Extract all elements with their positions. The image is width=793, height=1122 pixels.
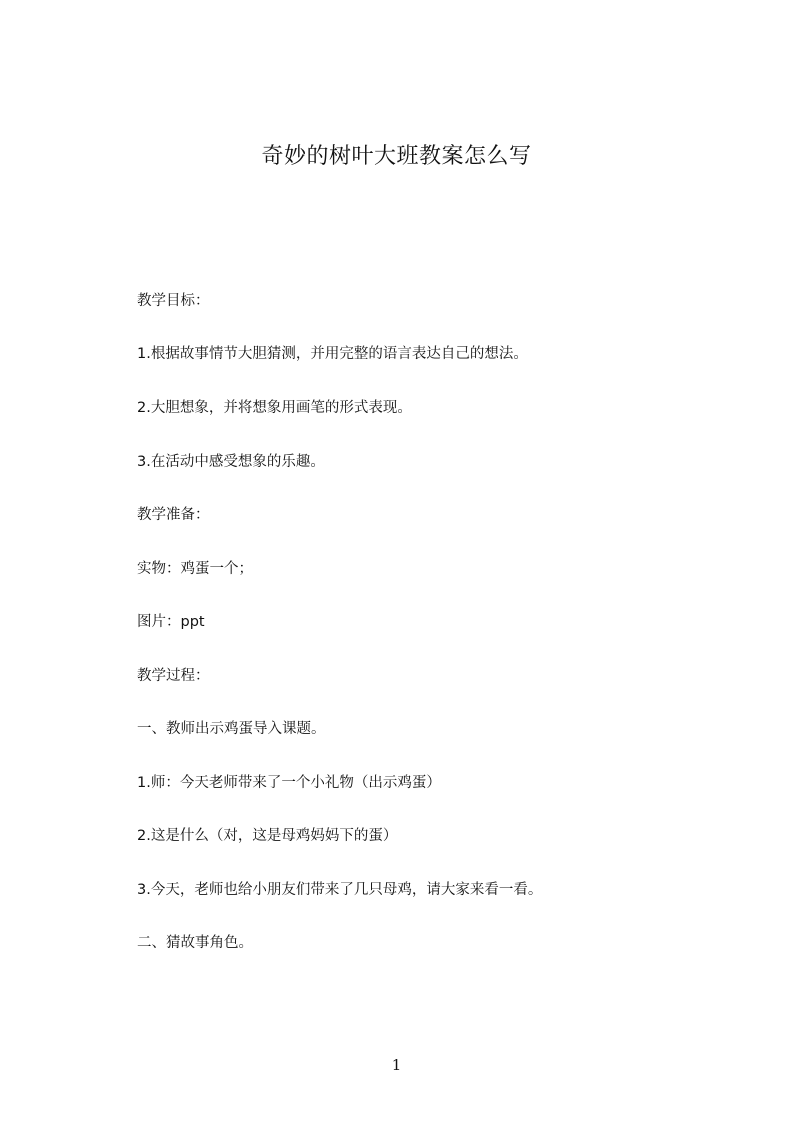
paragraph-teaching-goals-heading: 教学目标： — [137, 293, 210, 309]
paragraph-preparation-heading: 教学准备： — [137, 507, 210, 523]
paragraph-goal-2: 2.大胆想象，并将想象用画笔的形式表现。 — [137, 400, 412, 416]
paragraph-preparation-image: 图片：ppt — [137, 614, 205, 630]
paragraph-preparation-object: 实物：鸡蛋一个； — [137, 561, 253, 577]
paragraph-step-3: 3.今天，老师也给小朋友们带来了几只母鸡，请大家来看一看。 — [137, 882, 543, 898]
paragraph-goal-1: 1.根据故事情节大胆猜测，并用完整的语言表达自己的想法。 — [137, 346, 528, 362]
document-title: 奇妙的树叶大班教案怎么写 — [261, 144, 532, 169]
paragraph-step-1: 1.师：今天老师带来了一个小礼物（出示鸡蛋） — [137, 775, 441, 791]
page-number: 1 — [391, 1056, 402, 1074]
paragraph-process-heading: 教学过程： — [137, 668, 210, 684]
paragraph-section-1: 一、教师出示鸡蛋导入课题。 — [137, 721, 326, 737]
paragraph-step-2: 2.这是什么（对，这是母鸡妈妈下的蛋） — [137, 828, 398, 844]
paragraph-section-2: 二、猜故事角色。 — [137, 935, 253, 951]
paragraph-goal-3: 3.在活动中感受想象的乐趣。 — [137, 454, 325, 470]
